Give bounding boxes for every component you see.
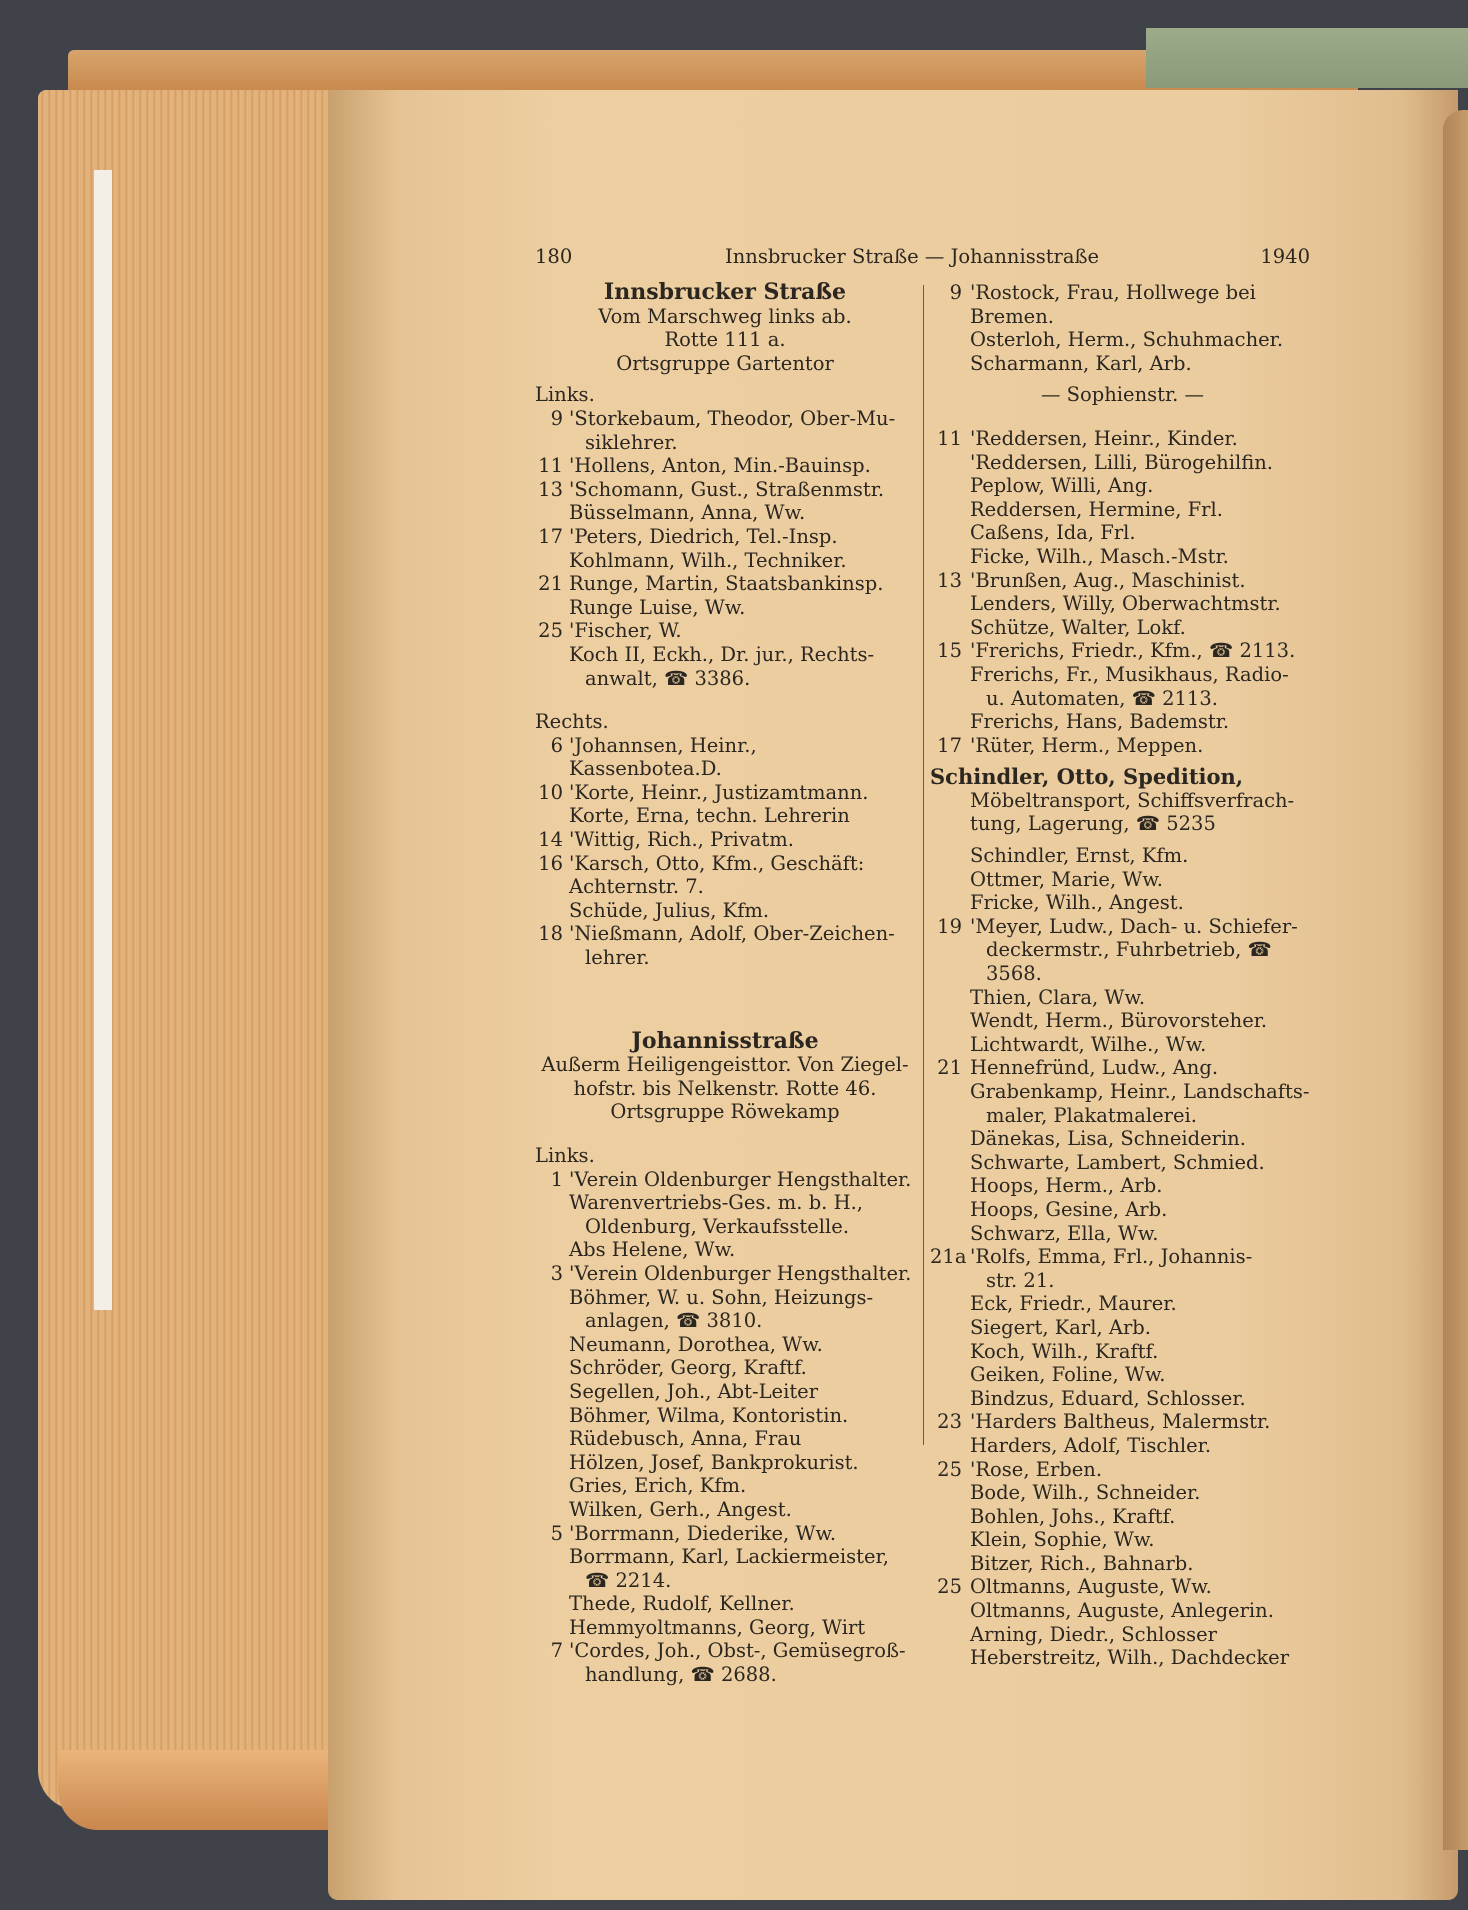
street-rotte: Rotte 111 a.	[664, 328, 786, 352]
directory-entry	[535, 1168, 915, 1192]
entry-text: Schindler, Ernst, Kfm.	[970, 844, 1189, 868]
directory-entry	[930, 710, 1315, 734]
entry-text: Fricke, Wilh., Angest.	[970, 891, 1184, 915]
directory-entry	[930, 1080, 1315, 1104]
entry-text: Hoops, Herm., Arb.	[970, 1174, 1163, 1198]
directory-entry	[930, 1009, 1315, 1033]
entry-text: Runge, Martin, Staatsbankinsp.	[569, 572, 884, 596]
entry-text: handlung, ☎ 2688.	[585, 1663, 777, 1687]
entry-text: Bode, Wilh., Schneider.	[970, 1481, 1201, 1505]
entry-text: Osterloh, Herm., Schuhmacher.	[970, 328, 1284, 352]
house-number: 25	[937, 1457, 962, 1481]
directory-entry	[930, 1528, 1315, 1552]
entry-text: 'Rostock, Frau, Hollwege bei	[970, 281, 1256, 304]
directory-entry	[535, 572, 915, 596]
directory-entry	[930, 427, 1315, 451]
directory-entry	[535, 407, 915, 431]
entry-text: anlagen, ☎ 3810.	[585, 1309, 763, 1333]
entry-text: Böhmer, Wilma, Kontoristin.	[569, 1403, 849, 1427]
directory-entry	[535, 667, 915, 691]
directory-entry	[930, 844, 1315, 868]
entry-text: Schütze, Walter, Lokf.	[970, 615, 1186, 639]
street-title: Innsbrucker Straße	[603, 279, 847, 305]
house-number: 14	[538, 828, 563, 852]
entry-text: Wilken, Gerh., Angest.	[569, 1497, 792, 1521]
directory-entry	[930, 498, 1315, 522]
entry-text: Schwarz, Ella, Ww.	[970, 1221, 1159, 1245]
entry-text: 'Hollens, Anton, Min.-Bauinsp.	[569, 454, 871, 478]
directory-entry	[930, 1033, 1315, 1057]
directory-entry	[535, 946, 915, 970]
directory-entry	[535, 478, 915, 502]
entry-text: anwalt, ☎ 3386.	[585, 666, 751, 690]
directory-entry	[535, 852, 915, 876]
entry-text: 'Reddersen, Heinr., Kinder.	[970, 426, 1238, 450]
entry-text: 'Borrmann, Diederike, Ww.	[569, 1521, 837, 1545]
directory-entry	[535, 596, 915, 620]
entry-text: 'Rüter, Herm., Meppen.	[970, 733, 1204, 757]
directory-entry	[535, 899, 915, 923]
directory-entry	[535, 734, 915, 781]
directory-entry	[535, 1404, 915, 1428]
entry-text: u. Automaten, ☎ 2113.	[986, 686, 1218, 710]
running-header	[535, 245, 1310, 273]
directory-entry	[535, 1286, 915, 1310]
entry-text: Neumann, Dorothea, Ww.	[569, 1332, 823, 1356]
entry-text: Lenders, Willy, Oberwachtmstr.	[970, 592, 1281, 616]
entry-text: lehrer.	[585, 946, 650, 970]
house-number: 11	[538, 454, 563, 478]
entry-text: deckermstr., Fuhrbetrieb, ☎	[986, 938, 1272, 962]
house-number: 21	[538, 572, 563, 596]
entry-text: 'Verein Oldenburger Hengsthalter.	[569, 1261, 912, 1285]
side-label: Links.	[535, 383, 595, 407]
directory-entry	[930, 545, 1315, 569]
entry-text: Hoops, Gesine, Arb.	[970, 1197, 1168, 1221]
entry-text: 'Storkebaum, Theodor, Ober-Mu-	[569, 406, 896, 430]
entry-text: Ottmer, Marie, Ww.	[970, 867, 1163, 891]
directory-entry	[535, 875, 915, 899]
directory-entry	[535, 828, 915, 852]
entry-text: Thien, Clara, Ww.	[970, 985, 1146, 1009]
entry-list	[930, 844, 1315, 1670]
directory-entry	[930, 592, 1315, 616]
directory-entry	[535, 1262, 915, 1286]
entry-text: 'Harders Baltheus, Malermstr.	[970, 1410, 1271, 1434]
street-title: Johannisstraße	[631, 1027, 819, 1054]
entry-text: Rüdebusch, Anna, Frau	[569, 1427, 802, 1451]
green-bookmark-tab	[1146, 28, 1468, 88]
directory-entry	[930, 1387, 1315, 1411]
entry-text: Reddersen, Hermine, Frl.	[970, 497, 1223, 521]
entry-text: Koch, Wilh., Kraftf.	[970, 1339, 1159, 1363]
directory-entry	[535, 525, 915, 549]
directory-entry	[535, 1191, 915, 1215]
house-number: 17	[937, 733, 962, 757]
directory-entry	[535, 1333, 915, 1357]
running-title: Innsbrucker Straße — Johannisstraße	[725, 245, 1100, 268]
house-number: 13	[538, 477, 563, 501]
directory-entry	[930, 1363, 1315, 1387]
street-description: Vom Marschweg links ab.	[598, 304, 852, 328]
directory-entry	[930, 1552, 1315, 1576]
directory-entry	[535, 1474, 915, 1498]
directory-entry	[930, 1198, 1315, 1222]
entry-text: Schwarte, Lambert, Schmied.	[970, 1150, 1265, 1174]
directory-entry	[535, 643, 915, 667]
entry-text: Thede, Rudolf, Kellner.	[569, 1592, 795, 1616]
entry-text: Achternstr. 7.	[569, 875, 704, 899]
entry-text: Büsselmann, Anna, Ww.	[569, 501, 806, 525]
directory-entry	[930, 1458, 1315, 1482]
directory-entry	[930, 1575, 1315, 1599]
entry-text: Lichtwardt, Wilhe., Ww.	[970, 1032, 1207, 1056]
directory-entry	[930, 639, 1315, 663]
house-number: 10	[538, 780, 563, 804]
directory-entry	[930, 1505, 1315, 1529]
directory-entry	[930, 1623, 1315, 1647]
directory-entry	[930, 1316, 1315, 1340]
directory-entry	[930, 1269, 1315, 1293]
entry-text: str. 21.	[986, 1268, 1055, 1292]
entry-text: maler, Plakatmalerei.	[986, 1103, 1197, 1127]
entry-text: Peplow, Willi, Ang.	[970, 474, 1154, 498]
entry-text: 'Cordes, Joh., Obst-, Gemüsegroß-	[569, 1639, 906, 1663]
directory-entry	[535, 501, 915, 525]
directory-entry	[535, 1498, 915, 1522]
entry-text: 'Korte, Heinr., Justizamtmann.	[569, 780, 869, 804]
entry-text: Wendt, Herm., Bürovorsteher.	[970, 1009, 1268, 1033]
directory-entry	[535, 1545, 915, 1569]
directory-entry	[535, 1522, 915, 1546]
directory-entry	[535, 1592, 915, 1616]
directory-entry	[535, 1238, 915, 1262]
entry-text: Eck, Friedr., Maurer.	[970, 1292, 1177, 1316]
directory-entry	[930, 1646, 1315, 1670]
entry-text: Bindzus, Eduard, Schlosser.	[970, 1386, 1246, 1410]
directory-entry	[930, 1151, 1315, 1175]
house-number: 1	[550, 1167, 563, 1191]
directory-entry	[930, 962, 1315, 986]
entry-text: Schröder, Georg, Kraftf.	[569, 1356, 807, 1380]
directory-entry	[535, 549, 915, 573]
house-number: 18	[538, 922, 563, 946]
directory-entry	[930, 451, 1315, 475]
directory-entry	[930, 1245, 1315, 1269]
entry-text: Bitzer, Rich., Bahnarb.	[970, 1551, 1194, 1575]
directory-entry	[930, 521, 1315, 545]
entry-text: 'Frerichs, Friedr., Kfm., ☎ 2113.	[970, 639, 1296, 663]
directory-entry	[535, 1569, 915, 1593]
entry-text: Hemmyoltmanns, Georg, Wirt	[569, 1615, 866, 1639]
page-stack	[38, 90, 338, 1810]
house-number: 9	[550, 406, 563, 430]
directory-entry	[930, 663, 1315, 687]
entry-list	[535, 407, 915, 690]
entry-text: Warenvertriebs-Ges. m. b. H.,	[569, 1191, 863, 1215]
street-group: Ortsgruppe Röwekamp	[610, 1100, 840, 1124]
directory-entry	[930, 474, 1315, 498]
entry-text: 'Karsch, Otto, Kfm., Geschäft:	[569, 851, 865, 875]
house-number: 9	[949, 281, 962, 304]
directory-entry	[930, 1174, 1315, 1198]
directory-entry	[535, 1380, 915, 1404]
entry-text: Grabenkamp, Heinr., Landschafts-	[970, 1080, 1310, 1103]
entry-list	[930, 281, 1315, 375]
house-number: 15	[937, 639, 962, 663]
directory-entry	[535, 454, 915, 478]
side-label: Links.	[535, 1144, 595, 1167]
entry-text: Abs Helene, Ww.	[569, 1238, 736, 1262]
entry-text: Oltmanns, Auguste, Ww.	[970, 1575, 1212, 1599]
entry-text: 'Fischer, W.	[569, 619, 682, 643]
directory-entry	[930, 734, 1315, 758]
page-content	[535, 245, 1315, 1735]
directory-entry	[930, 687, 1315, 711]
ad-title: Schindler, Otto, Spedition,	[930, 764, 1244, 790]
house-number: 11	[937, 426, 962, 450]
entry-text: Siegert, Karl, Arb.	[970, 1315, 1151, 1339]
side-label: Rechts.	[535, 710, 609, 734]
house-number: 6	[550, 733, 563, 757]
business-ad	[930, 765, 1315, 836]
entry-text: 'Meyer, Ludw., Dach- u. Schiefer-	[970, 914, 1298, 938]
entry-text: Caßens, Ida, Frl.	[970, 521, 1136, 545]
directory-entry	[930, 915, 1315, 939]
facing-page-edge	[1443, 110, 1468, 1850]
entry-text: Gries, Erich, Kfm.	[569, 1474, 747, 1498]
directory-entry	[930, 938, 1315, 962]
column-divider	[923, 285, 924, 1445]
directory-entry	[535, 1427, 915, 1451]
directory-entry	[535, 922, 915, 946]
directory-entry	[535, 1663, 915, 1687]
entry-text: Oldenburg, Verkaufsstelle.	[585, 1214, 850, 1238]
directory-entry	[535, 1451, 915, 1475]
directory-entry	[930, 1599, 1315, 1623]
directory-entry	[930, 1222, 1315, 1246]
directory-entry	[535, 619, 915, 643]
entry-text: Segellen, Joh., Abt-Leiter	[569, 1379, 819, 1403]
ad-line: Möbeltransport, Schiffsverfrach-	[970, 788, 1295, 812]
directory-entry	[930, 1434, 1315, 1458]
paper-strip	[94, 170, 112, 1310]
entry-text: Frerichs, Hans, Bademstr.	[970, 710, 1230, 734]
directory-entry	[930, 1127, 1315, 1151]
entry-text: Korte, Erna, techn. Lehrerin	[569, 804, 850, 828]
directory-entry	[930, 281, 1315, 305]
entry-text: Heberstreitz, Wilh., Dachdecker	[970, 1646, 1290, 1670]
entry-text: 'Wittig, Rich., Privatm.	[569, 828, 794, 852]
house-number: 25	[937, 1575, 962, 1599]
entry-text: 'Verein Oldenburger Hengsthalter.	[569, 1167, 912, 1191]
directory-entry	[535, 1309, 915, 1333]
right-column	[930, 281, 1315, 1670]
house-number: 21	[937, 1056, 962, 1080]
street-rotte: hofstr. bis Nelkenstr. Rotte 46.	[573, 1076, 877, 1100]
street-description: Außerm Heiligengeisttor. Von Ziegel-	[541, 1053, 909, 1077]
house-number: 25	[538, 619, 563, 643]
cross-street: — Sophienstr. —	[1040, 383, 1205, 407]
directory-entry	[930, 305, 1315, 329]
entry-text: Oltmanns, Auguste, Anlegerin.	[970, 1599, 1274, 1623]
entry-text: Ficke, Wilh., Masch.-Mstr.	[970, 544, 1229, 568]
directory-entry	[535, 1616, 915, 1640]
entry-text: Koch II, Eckh., Dr. jur., Rechts-	[569, 642, 875, 666]
entry-list	[535, 734, 915, 970]
directory-entry	[930, 1104, 1315, 1128]
entry-text: Runge Luise, Ww.	[569, 595, 746, 619]
house-number: 13	[937, 568, 962, 592]
entry-list	[535, 1168, 915, 1687]
house-number: 21a	[930, 1245, 967, 1269]
directory-entry	[930, 868, 1315, 892]
entry-text: Harders, Adolf, Tischler.	[970, 1433, 1212, 1457]
entry-text: Klein, Sophie, Ww.	[970, 1528, 1155, 1552]
entry-text: 'Brunßen, Aug., Maschinist.	[970, 568, 1246, 592]
directory-entry	[930, 1292, 1315, 1316]
directory-entry	[535, 781, 915, 805]
entry-text: 'Peters, Diedrich, Tel.-Insp.	[569, 524, 838, 548]
house-number: 3	[550, 1261, 563, 1285]
house-number: 5	[550, 1521, 563, 1545]
page-number: 180	[535, 245, 573, 268]
entry-text: Bohlen, Johs., Kraftf.	[970, 1504, 1176, 1528]
entry-text: Scharmann, Karl, Arb.	[970, 351, 1192, 375]
directory-entry	[930, 328, 1315, 352]
directory-entry	[930, 1410, 1315, 1434]
directory-entry	[535, 804, 915, 828]
directory-entry	[930, 352, 1315, 376]
entry-text: 'Schomann, Gust., Straßenmstr.	[569, 477, 885, 501]
entry-text: Geiken, Foline, Ww.	[970, 1363, 1166, 1387]
house-number: 19	[937, 914, 962, 938]
entry-text: 'Rolfs, Emma, Frl., Johannis-	[970, 1245, 1253, 1269]
entry-text: Böhmer, W. u. Sohn, Heizungs-	[569, 1285, 874, 1309]
directory-entry	[930, 1056, 1315, 1080]
street-group: Ortsgruppe Gartentor	[616, 351, 834, 375]
directory-entry	[535, 1356, 915, 1380]
house-number: 23	[937, 1410, 962, 1434]
entry-text: siklehrer.	[585, 430, 678, 454]
entry-text: 'Nießmann, Adolf, Ober-Zeichen-	[569, 922, 895, 946]
entry-text: Kohlmann, Wilh., Techniker.	[569, 548, 847, 572]
house-number: 7	[550, 1639, 563, 1663]
entry-text: Frerichs, Fr., Musikhaus, Radio-	[970, 662, 1289, 686]
left-column	[535, 281, 915, 1687]
house-number: 16	[538, 851, 563, 875]
entry-text: Bremen.	[970, 304, 1054, 328]
directory-entry	[930, 569, 1315, 593]
year: 1940	[1260, 245, 1310, 268]
entry-text: Borrmann, Karl, Lackiermeister,	[569, 1545, 889, 1569]
directory-entry	[535, 1215, 915, 1239]
ad-line: tung, Lagerung, ☎ 5235	[970, 812, 1216, 836]
entry-text: Arning, Diedr., Schlosser	[970, 1622, 1217, 1646]
house-number: 17	[538, 524, 563, 548]
entry-text: 3568.	[986, 962, 1042, 986]
entry-text: Dänekas, Lisa, Schneiderin.	[970, 1127, 1246, 1151]
directory-entry	[535, 431, 915, 455]
directory-entry	[535, 1639, 915, 1663]
entry-text: Schüde, Julius, Kfm.	[569, 898, 770, 922]
entry-list	[930, 427, 1315, 757]
directory-entry	[930, 986, 1315, 1010]
entry-text: Hennefründ, Ludw., Ang.	[970, 1056, 1219, 1080]
directory-entry	[930, 891, 1315, 915]
entry-text: 'Rose, Erben.	[970, 1457, 1103, 1481]
entry-text: 'Reddersen, Lilli, Bürogehilfin.	[970, 450, 1273, 474]
directory-entry	[930, 1340, 1315, 1364]
entry-text: Hölzen, Josef, Bankprokurist.	[569, 1450, 859, 1474]
directory-entry	[930, 1481, 1315, 1505]
entry-text: ☎ 2214.	[585, 1568, 672, 1592]
directory-entry	[930, 616, 1315, 640]
entry-text: 'Johannsen, Heinr., Kassenbotea.D.	[569, 733, 757, 781]
